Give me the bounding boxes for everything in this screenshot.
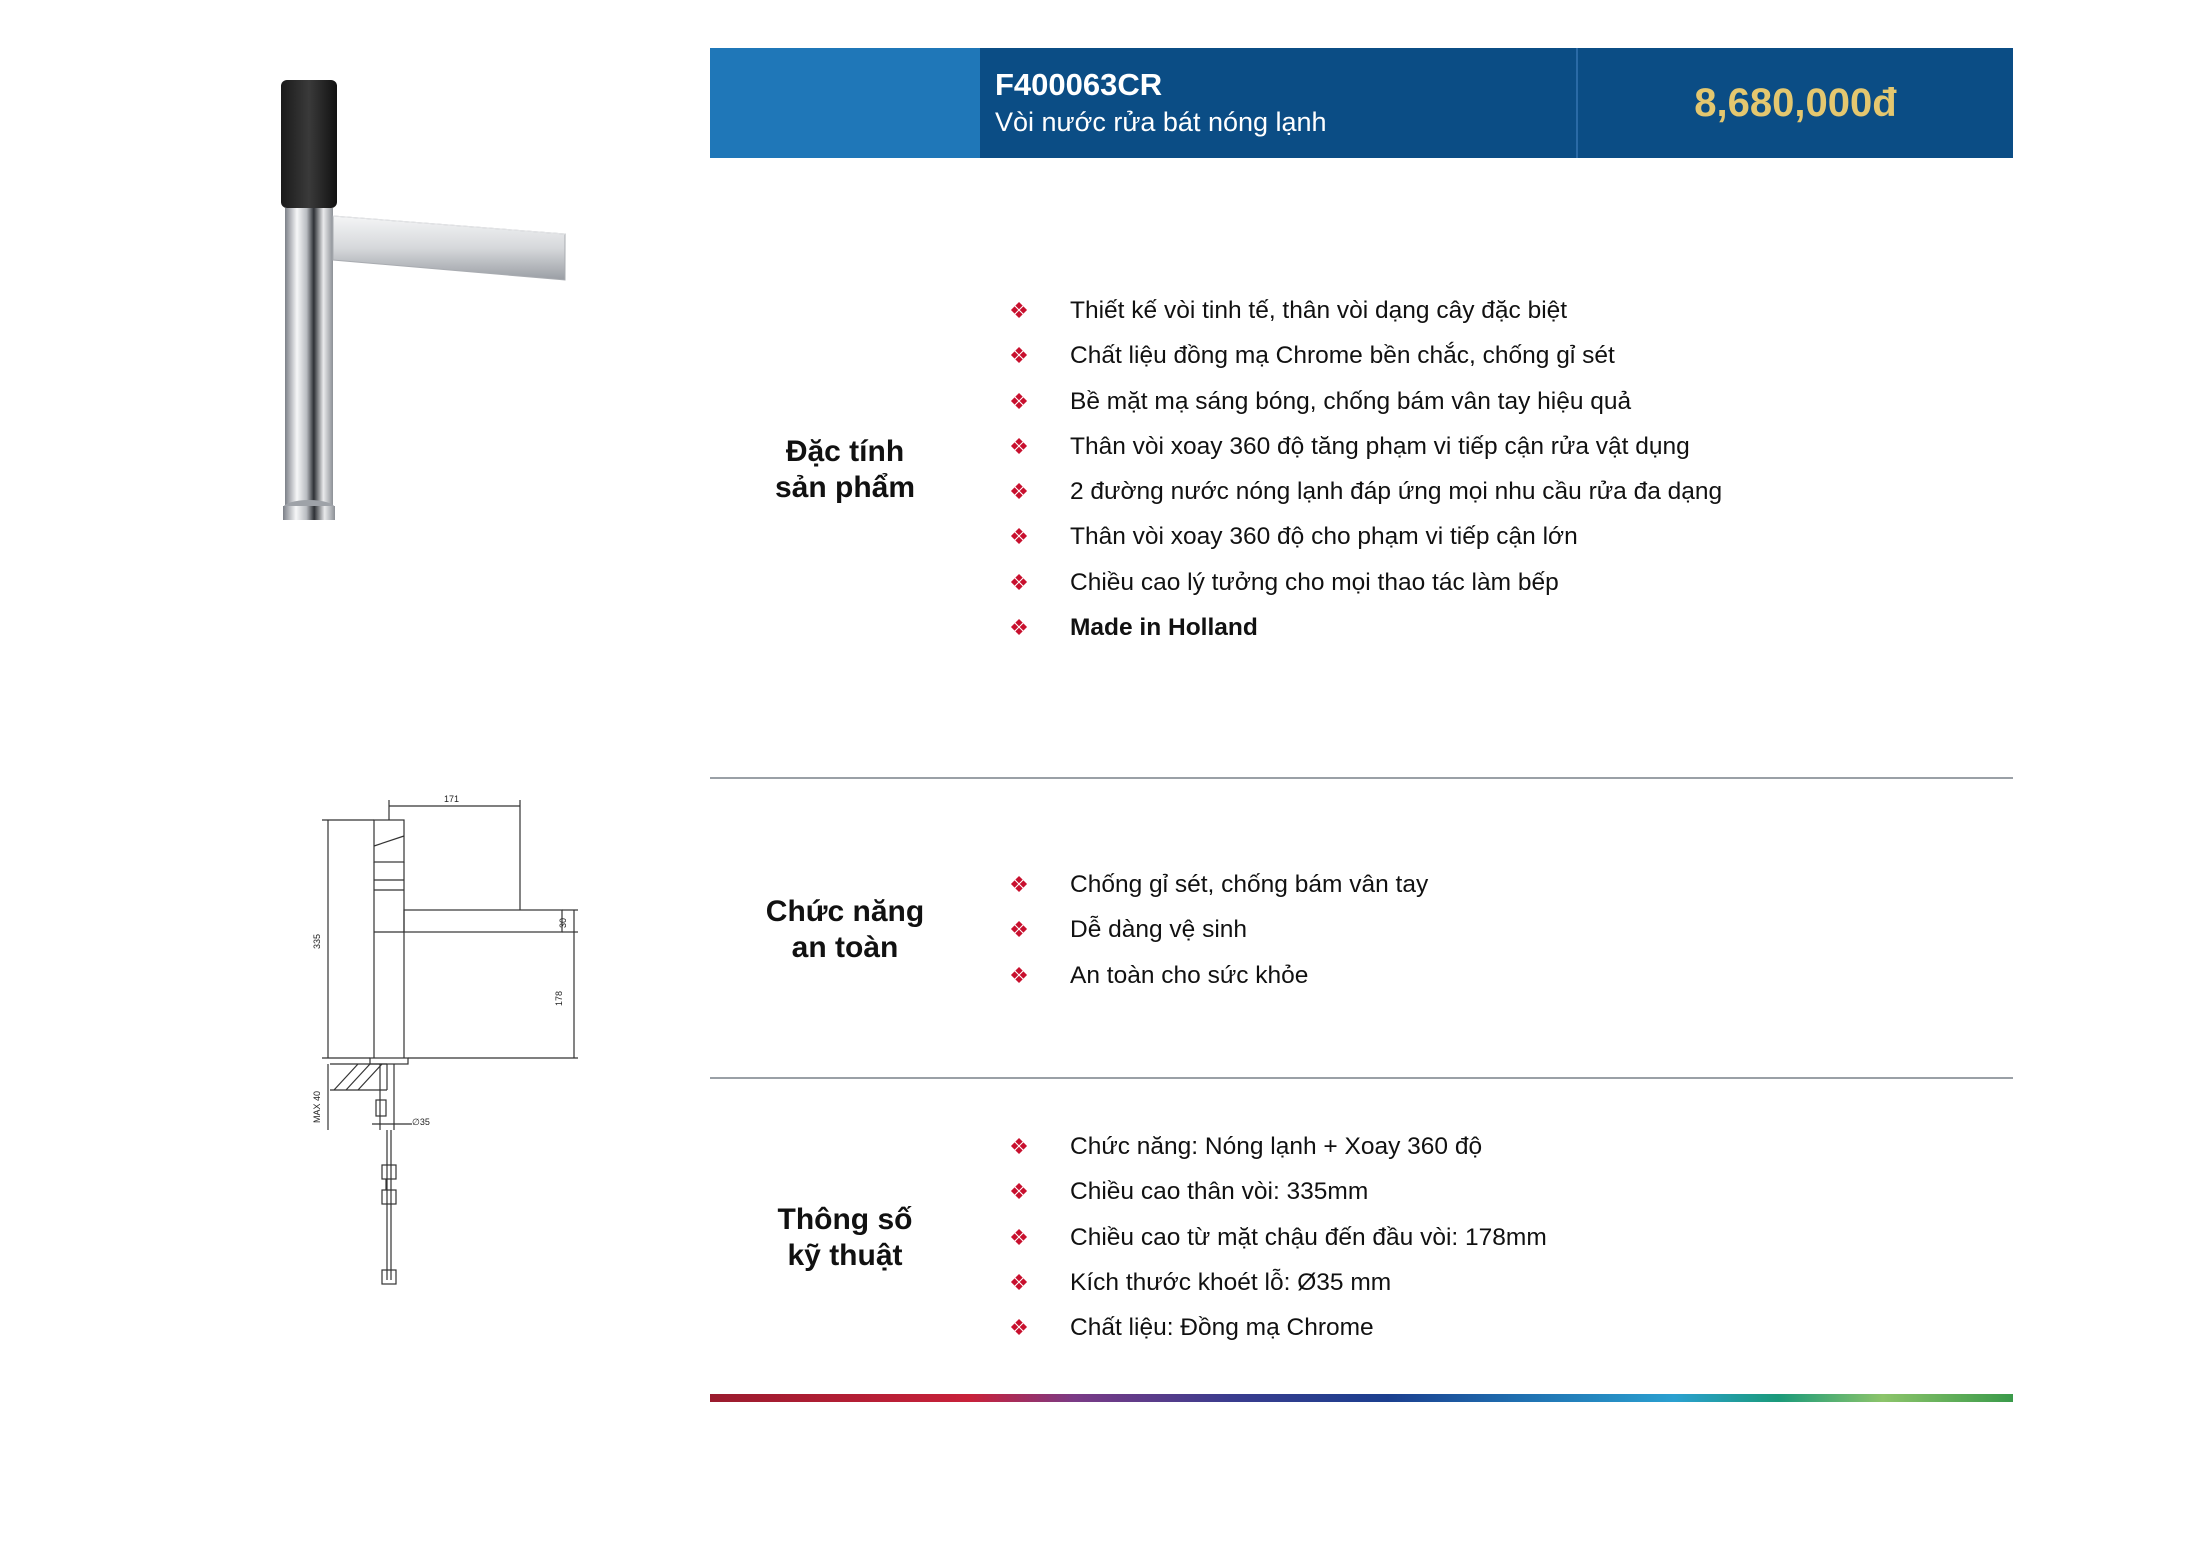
features-list xyxy=(1007,288,1722,650)
product-name: Vòi nước rửa bát nóng lạnh xyxy=(995,107,1327,137)
bullet-icon: ❖ xyxy=(1009,917,1029,943)
list-item: ❖ Chất liệu đồng mạ Chrome bền chắc, chống gỉ sét xyxy=(1007,333,1722,378)
list-item: ❖ Chức năng: Nóng lạnh + Xoay 360 độ xyxy=(1007,1124,1547,1169)
product-header xyxy=(710,48,2013,158)
bullet-icon: ❖ xyxy=(1009,1134,1029,1159)
header-accent-block xyxy=(710,48,980,158)
dim-width-label: 171 xyxy=(444,794,460,804)
section-label-safety: Chức năng an toàn xyxy=(765,895,925,964)
bullet-icon: ❖ xyxy=(1009,1224,1029,1250)
bullet-icon: ❖ xyxy=(1009,479,1029,505)
safety-list xyxy=(1007,862,1428,998)
list-item: ❖ Made in Holland xyxy=(1007,605,1722,650)
list-item: ❖ Chất liệu: Đồng mạ Chrome xyxy=(1007,1305,1547,1350)
product-photo xyxy=(255,70,575,545)
technical-drawing xyxy=(310,780,580,1295)
list-item: ❖ Kích thước khoét lỗ: Ø35 mm xyxy=(1007,1260,1547,1305)
dim-max-label: MAX 40 xyxy=(312,1090,322,1123)
bullet-icon: ❖ xyxy=(1009,298,1029,323)
list-item: ❖ An toàn cho sức khỏe xyxy=(1007,953,1428,998)
list-item: ❖ Thiết kế vòi tinh tế, thân vòi dạng cây đặc biệt xyxy=(1007,288,1722,333)
bullet-icon: ❖ xyxy=(1009,1315,1029,1341)
bullet-icon: ❖ xyxy=(1009,433,1029,459)
bullet-icon: ❖ xyxy=(1009,343,1029,369)
list-item: ❖ Chống gỉ sét, chống bám vân tay xyxy=(1007,862,1428,907)
list-item: ❖ Thân vòi xoay 360 độ cho phạm vi tiếp cận lớn xyxy=(1007,514,1722,559)
specs-list xyxy=(1007,1124,1547,1350)
bullet-icon: ❖ xyxy=(1009,872,1029,897)
header-price-block xyxy=(1578,48,2013,158)
list-item: ❖ Chiều cao lý tưởng cho mọi thao tác làm bếp xyxy=(1007,560,1722,605)
list-item: ❖ 2 đường nước nóng lạnh đáp ứng mọi nhu cầu rửa đa dạng xyxy=(1007,469,1722,514)
bullet-icon: ❖ xyxy=(1009,1269,1029,1295)
section-divider xyxy=(710,1077,2013,1079)
bullet-icon: ❖ xyxy=(1009,615,1029,641)
product-code: F400063CR xyxy=(995,67,1163,102)
bullet-icon: ❖ xyxy=(1009,1179,1029,1205)
list-item: ❖ Dễ dàng vệ sinh xyxy=(1007,907,1428,952)
bullet-icon: ❖ xyxy=(1009,569,1029,595)
list-item: ❖ Chiều cao thân vòi: 335mm xyxy=(1007,1169,1547,1214)
list-item: ❖ Chiều cao từ mặt chậu đến đầu vòi: 178mm xyxy=(1007,1215,1547,1260)
list-item: ❖ Thân vòi xoay 360 độ tăng phạm vi tiếp cận rửa vật dụng xyxy=(1007,424,1722,469)
footer-color-bar xyxy=(710,1394,2013,1402)
list-item: ❖ Bề mặt mạ sáng bóng, chống bám vân tay hiệu quả xyxy=(1007,379,1722,424)
product-price: 8,680,000đ xyxy=(1694,80,1897,125)
section-divider xyxy=(710,777,2013,779)
header-title-block xyxy=(980,48,1578,158)
section-label-specs: Thông số kỹ thuật xyxy=(777,1203,913,1272)
bullet-icon: ❖ xyxy=(1009,524,1029,550)
bullet-icon: ❖ xyxy=(1009,962,1029,988)
dim-spout-label: 30 xyxy=(558,917,568,928)
bullet-icon: ❖ xyxy=(1009,388,1029,414)
section-label-features: Đặc tính sản phẩm xyxy=(774,435,916,504)
dim-height-label: 335 xyxy=(312,933,322,949)
dim-spout-height-label: 178 xyxy=(554,990,564,1006)
dim-hole-label: ∅35 xyxy=(412,1117,430,1127)
